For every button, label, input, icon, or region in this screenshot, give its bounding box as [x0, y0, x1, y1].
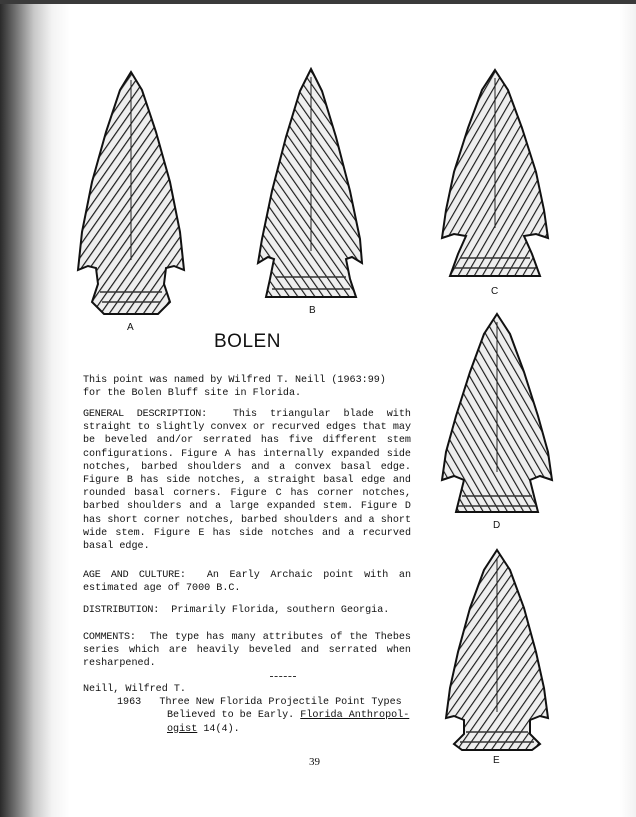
projectile-point-c-illustration — [440, 68, 550, 282]
intro-paragraph — [83, 374, 413, 400]
reference-line-2 — [83, 709, 423, 722]
figure-label-a: A — [127, 322, 134, 333]
comments-text: The type has many attributes of the Thebes series which are heavily beveled and serrated when resharpened. — [83, 632, 411, 670]
age-culture-heading: AGE AND CULTURE: — [83, 570, 186, 581]
reference-line-1 — [83, 696, 423, 709]
reference-year: 1963 — [117, 697, 142, 709]
figure-label-e: E — [493, 755, 500, 766]
reference-journal-part-1: Florida Anthropol- — [300, 710, 410, 722]
page-number: 39 — [309, 756, 320, 768]
distribution-section — [83, 604, 413, 617]
section-divider — [270, 676, 296, 677]
intro-line-1: This point was named by Wilfred T. Neill (1963:99) — [83, 375, 386, 386]
projectile-point-d-illustration — [440, 312, 554, 516]
general-description-text: This triangular blade with straight to slightly convex or recurved edges that may be beveled and/or serrated has five different stem configurations. Figure A has internally expanded side notches, barbed shoulders and a convex basal edge. Figure B has side notches, a straight basal edge and rounded basal corners. Figure C has corner notches, barbed shoulders and a large expanded stem. Figure D has short corner notches, barbed shoulders and a short wide stem. Figure E has side notches and a recurved basal edge. — [83, 409, 411, 553]
age-culture-section — [83, 569, 411, 595]
reference-entry — [83, 683, 423, 736]
general-description-heading: GENERAL DESCRIPTION: — [83, 409, 208, 420]
page-title: BOLEN — [214, 331, 281, 352]
general-description-section — [83, 408, 411, 553]
comments-section — [83, 631, 411, 671]
figure-label-b: B — [309, 305, 316, 316]
figure-label-d: D — [493, 520, 501, 531]
reference-line-3 — [83, 723, 423, 736]
intro-line-2: for the Bolen Bluff site in Florida. — [83, 388, 302, 400]
projectile-point-b-illustration — [256, 67, 364, 301]
distribution-text: Primarily Florida, southern Georgia. — [171, 605, 390, 616]
reference-title-line-2: Believed to be Early. — [167, 710, 295, 722]
figure-label-c: C — [491, 286, 499, 297]
comments-heading: COMMENTS: — [83, 632, 136, 643]
distribution-heading: DISTRIBUTION: — [83, 605, 160, 616]
reference-volume: 14(4). — [203, 723, 240, 735]
projectile-point-e-illustration — [444, 548, 550, 752]
projectile-point-a-illustration — [74, 70, 188, 318]
age-culture-text: An Early Archaic point with an estimated age of 7000 B.C. — [83, 570, 411, 595]
reference-author: Neill, Wilfred T. — [83, 684, 186, 695]
page-top-edge — [0, 0, 636, 4]
reference-journal-part-2: ogist — [167, 723, 198, 735]
reference-title-line-1: Three New Florida Projectile Point Types — [159, 697, 402, 709]
